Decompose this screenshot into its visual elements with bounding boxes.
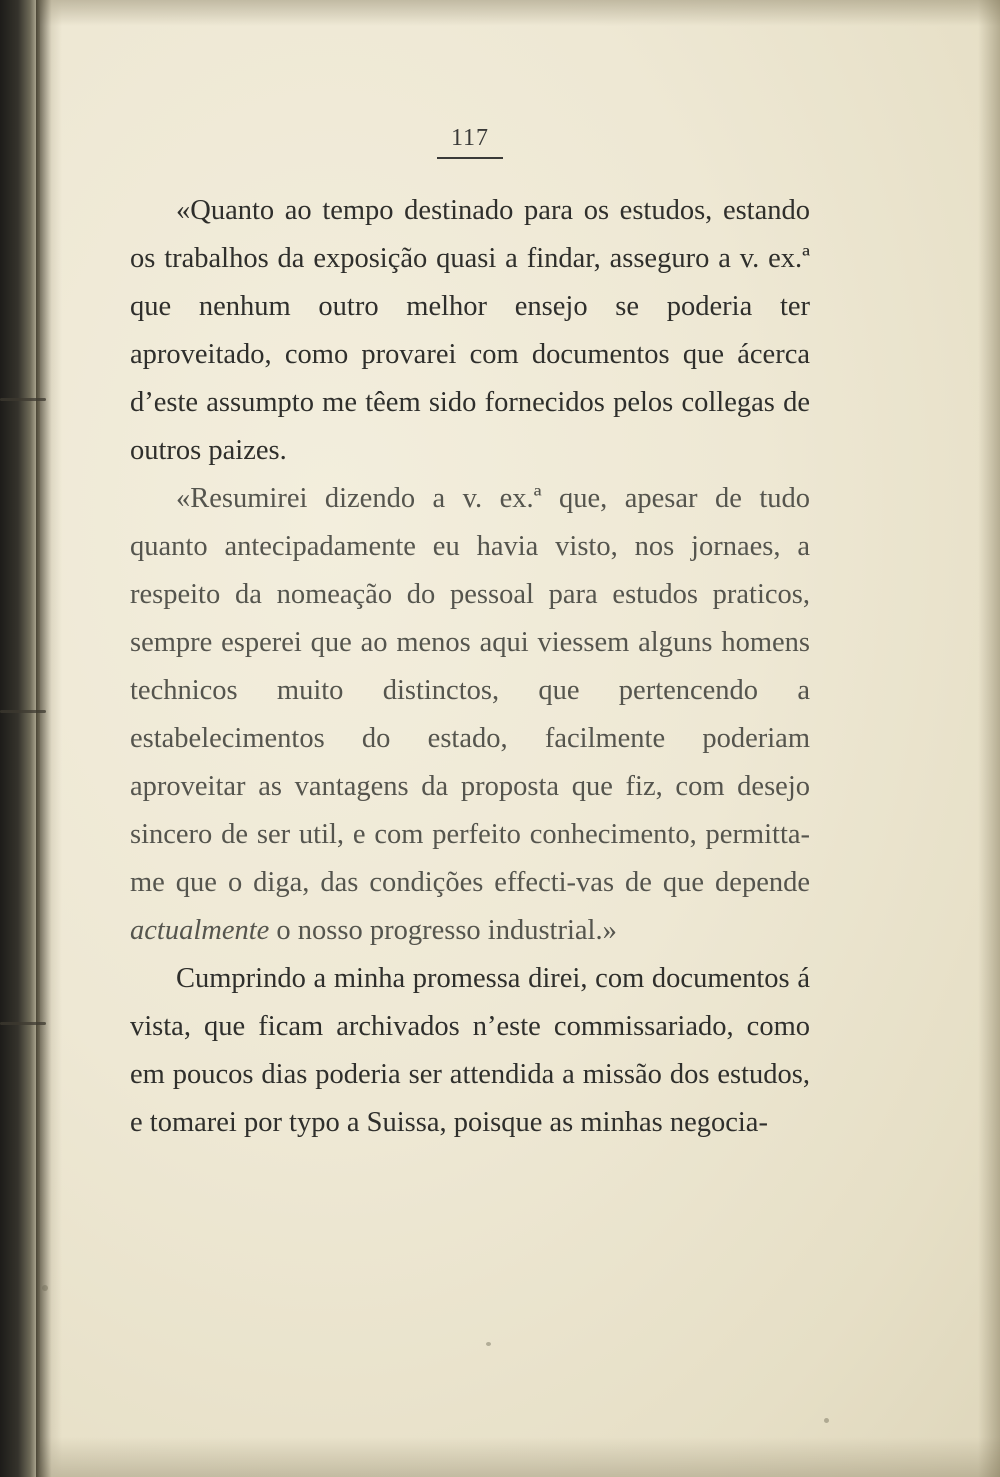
binding-stitch-mark	[0, 398, 46, 401]
scan-speck	[486, 1342, 491, 1346]
binding-stitch-mark	[0, 710, 46, 713]
book-gutter	[0, 0, 40, 1477]
paragraph-2	[130, 475, 810, 955]
binding-stitch-mark	[0, 1022, 46, 1025]
page-edge-bottom-shadow	[0, 1437, 1000, 1477]
page-number: 117	[450, 125, 490, 151]
scan-speck	[42, 1285, 48, 1291]
page-content	[130, 0, 810, 1147]
body-text	[130, 187, 810, 1147]
book-gutter-shadow	[36, 0, 62, 1477]
page-number-rule	[437, 157, 503, 159]
paragraph-3: Cumprindo a minha promessa direi, com documentos á vista, que ficam archivados n’este commissariado, como em poucos dias poderia ser attendida a missão dos estudos, e tomarei por typo a Suissa, poisque as minhas negocia-	[130, 963, 810, 1138]
paragraph-1: «Quanto ao tempo destinado para os estudos, estando os trabalhos da exposição quasi a findar, asseguro a v. ex.ª que nenhum outro melhor ensejo se poderia ter aproveitado, como provarei com documentos que ácerca d’este assumpto me têem sido fornecidos pelos collegas de outros paizes.	[130, 195, 810, 466]
paragraph-2-part-c: o nosso progresso industrial.»	[269, 915, 617, 946]
paragraph-2-emphasis: actualmente	[130, 915, 270, 946]
page-edge-right-shadow	[978, 0, 1000, 1477]
scan-speck	[824, 1418, 829, 1423]
paragraph-2-part-a: «Resumirei dizendo a v. ex.ª que, apesar de tudo quanto antecipadamente eu havia visto, nos jornaes, a respeito da nomeação do pessoal para estudos praticos, sempre esperei que ao menos aqui viessem alguns homens technicos muito distinctos, que pertencendo a estabelecimentos do estado, facilmente poderiam aproveitar as vantagens da proposta que fiz, com desejo sincero de ser util, e com perfeito conhecimento, permitta-me que o diga, das condições effecti-vas de que depende	[130, 483, 810, 898]
